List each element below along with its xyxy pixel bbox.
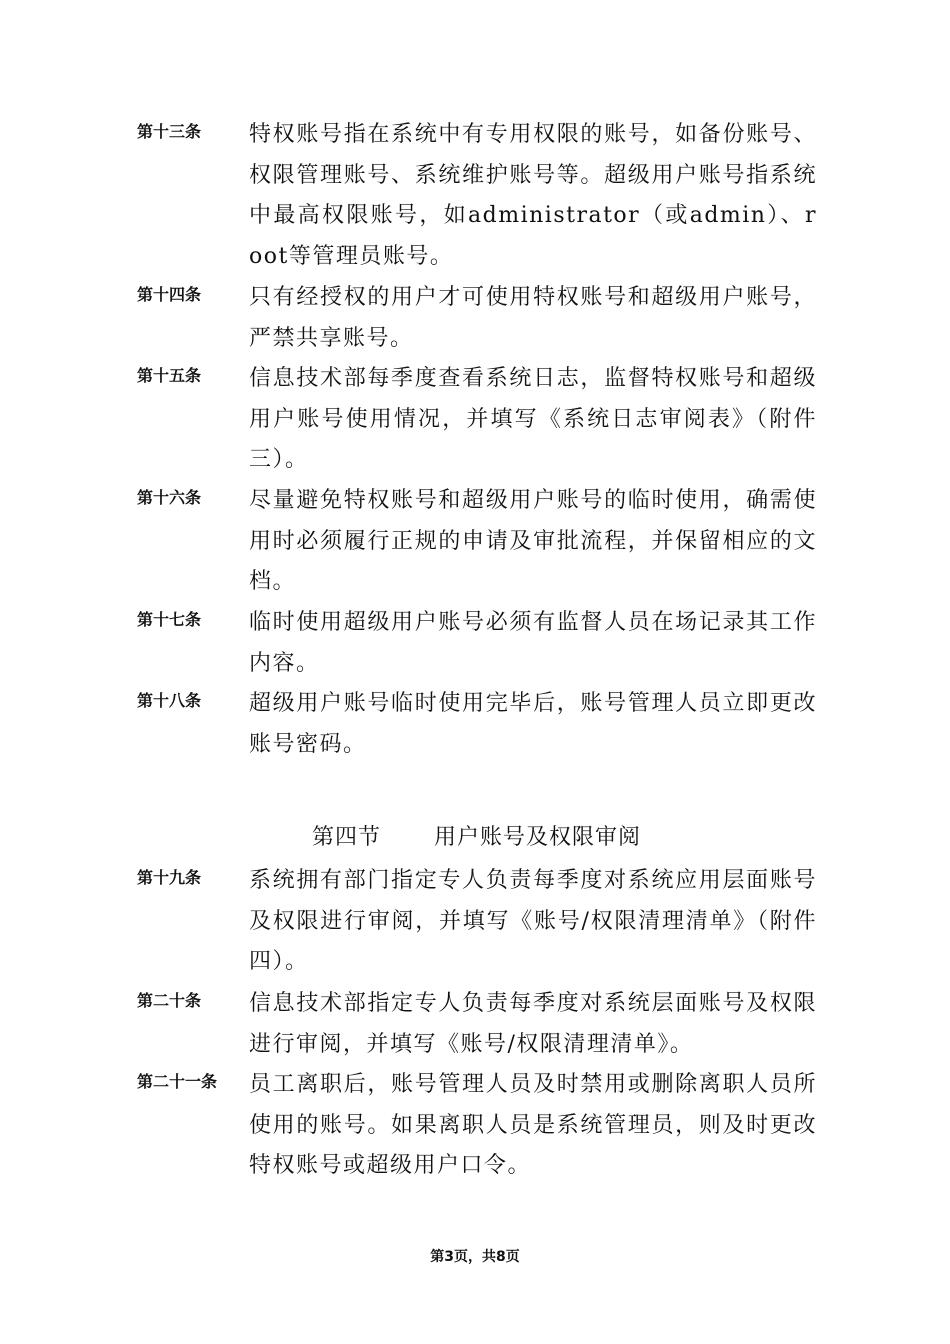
article-label: 第二十一条 xyxy=(137,1072,218,1091)
article-text: 特权账号指在系统中有专用权限的账号，如备份账号、权限管理账号、系统维护账号等。超级用户账号指系统中最高权限账号，如administrator（或admin）、root等管理员账号。 xyxy=(249,122,817,269)
article-label: 第二十条 xyxy=(137,991,202,1010)
article-label: 第十四条 xyxy=(137,285,202,304)
article-label: 第十三条 xyxy=(137,122,202,141)
article-label: 第十九条 xyxy=(137,868,202,887)
article-label: 第十五条 xyxy=(137,366,202,385)
article-text: 信息技术部指定专人负责每季度对系统层面账号及权限进行审阅，并填写《账号/权限清理清单》。 xyxy=(249,991,817,1057)
article-text: 超级用户账号临时使用完毕后，账号管理人员立即更改账号密码。 xyxy=(249,691,817,757)
article-text: 系统拥有部门指定专人负责每季度对系统应用层面账号及权限进行审阅，并填写《账号/权限清理清单》（附件四）。 xyxy=(249,868,817,974)
article-text: 临时使用超级用户账号必须有监督人员在场记录其工作内容。 xyxy=(249,610,817,676)
article-label: 第十六条 xyxy=(137,488,202,507)
article-text: 尽量避免特权账号和超级用户账号的临时使用，确需使用时必须履行正规的申请及审批流程，并保留相应的文档。 xyxy=(249,488,817,594)
article-text: 信息技术部每季度查看系统日志，监督特权账号和超级用户账号使用情况，并填写《系统日志审阅表》（附件三）。 xyxy=(249,366,817,472)
page-footer: 第3页，共8页 xyxy=(430,1249,520,1265)
section-title: 用户账号及权限审阅 xyxy=(434,825,642,850)
article-text: 员工离职后，账号管理人员及时禁用或删除离职人员所使用的账号。如果离职人员是系统管理员，则及时更改特权账号或超级用户口令。 xyxy=(249,1072,817,1178)
article-label: 第十七条 xyxy=(137,610,202,629)
section-number: 第四节 xyxy=(312,825,382,850)
article-text: 只有经授权的用户才可使用特权账号和超级用户账号，严禁共享账号。 xyxy=(249,285,817,351)
article-label: 第十八条 xyxy=(137,691,202,710)
